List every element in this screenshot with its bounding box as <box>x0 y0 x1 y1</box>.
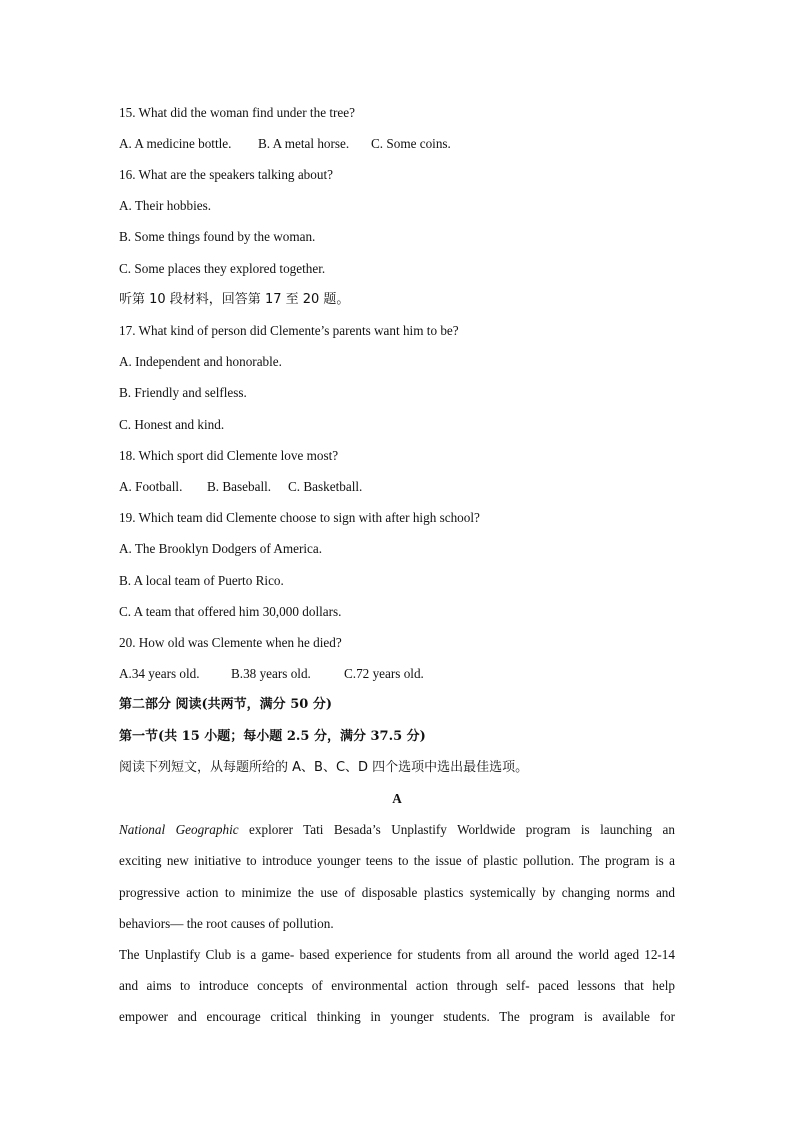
option-b: B.38 years old. <box>231 666 311 681</box>
question-18-options <box>119 477 362 497</box>
option-a: A. Football. <box>119 479 183 494</box>
option-c: C.72 years old. <box>344 666 424 681</box>
reading-instruction: 阅读下列短文，从每题所给的 A、B、C、D 四个选项中选出最佳选项。 <box>119 760 529 775</box>
passage-p1-line3: progressive action to minimize the use of disposable plastics systemically by changing norms and <box>119 885 675 900</box>
passage-p2-line2: and aims to introduce concepts of environmental action through self- paced lessons that help <box>119 978 675 993</box>
passage-p1-line1 <box>119 820 675 840</box>
passage-text: explorer Tati Besada’s Unplastify Worldwide program is launching an <box>238 822 675 837</box>
listening-instruction-10: 听第 10 段材料，回答第 17 至 20 题。 <box>119 292 350 307</box>
passage-label: A <box>392 791 402 806</box>
question-18-stem: 18. Which sport did Clemente love most? <box>119 448 339 463</box>
question-17-option-a: A. Independent and honorable. <box>119 354 282 369</box>
question-20-stem: 20. How old was Clemente when he died? <box>119 635 342 650</box>
passage-p2-line3: empower and encourage critical thinking in younger students. The program is available for <box>119 1009 675 1024</box>
section-one-heading: 第一节(共 15 小题；每小题 2.5 分，满分 37.5 分) <box>119 729 426 744</box>
question-15-stem: 15. What did the woman find under the tree? <box>119 105 355 120</box>
option-b: B. Baseball. <box>207 479 272 494</box>
option-c: C. Basketball. <box>288 479 363 494</box>
option-b: B. A metal horse. <box>258 136 350 151</box>
passage-p2-line1: The Unplastify Club is a game- based experience for students from all around the world aged 12-14 <box>119 947 675 962</box>
question-19-stem: 19. Which team did Clemente choose to sign with after high school? <box>119 510 480 525</box>
question-16-stem: 16. What are the speakers talking about? <box>119 167 333 182</box>
option-c: C. Some coins. <box>371 136 451 151</box>
question-17-stem: 17. What kind of person did Clemente’s parents want him to be? <box>119 323 459 338</box>
option-a: A.34 years old. <box>119 666 200 681</box>
passage-p1-line4: behaviors— the root causes of pollution. <box>119 916 334 931</box>
question-17-option-b: B. Friendly and selfless. <box>119 385 247 400</box>
question-20-options <box>119 664 424 684</box>
question-19-option-a: A. The Brooklyn Dodgers of America. <box>119 541 323 556</box>
question-17-option-c: C. Honest and kind. <box>119 417 225 432</box>
question-16-option-a: A. Their hobbies. <box>119 198 212 213</box>
question-16-option-b: B. Some things found by the woman. <box>119 229 316 244</box>
passage-p1-line2: exciting new initiative to introduce younger teens to the issue of plastic pollution. The program is a <box>119 853 675 868</box>
question-15-options <box>119 134 451 154</box>
question-19-option-b: B. A local team of Puerto Rico. <box>119 573 284 588</box>
part-two-heading: 第二部分 阅读(共两节，满分 50 分) <box>119 697 332 712</box>
question-19-option-c: C. A team that offered him 30,000 dollars. <box>119 604 342 619</box>
publication-name: National Geographic <box>119 822 239 837</box>
option-a: A. A medicine bottle. <box>119 136 232 151</box>
question-16-option-c: C. Some places they explored together. <box>119 261 326 276</box>
